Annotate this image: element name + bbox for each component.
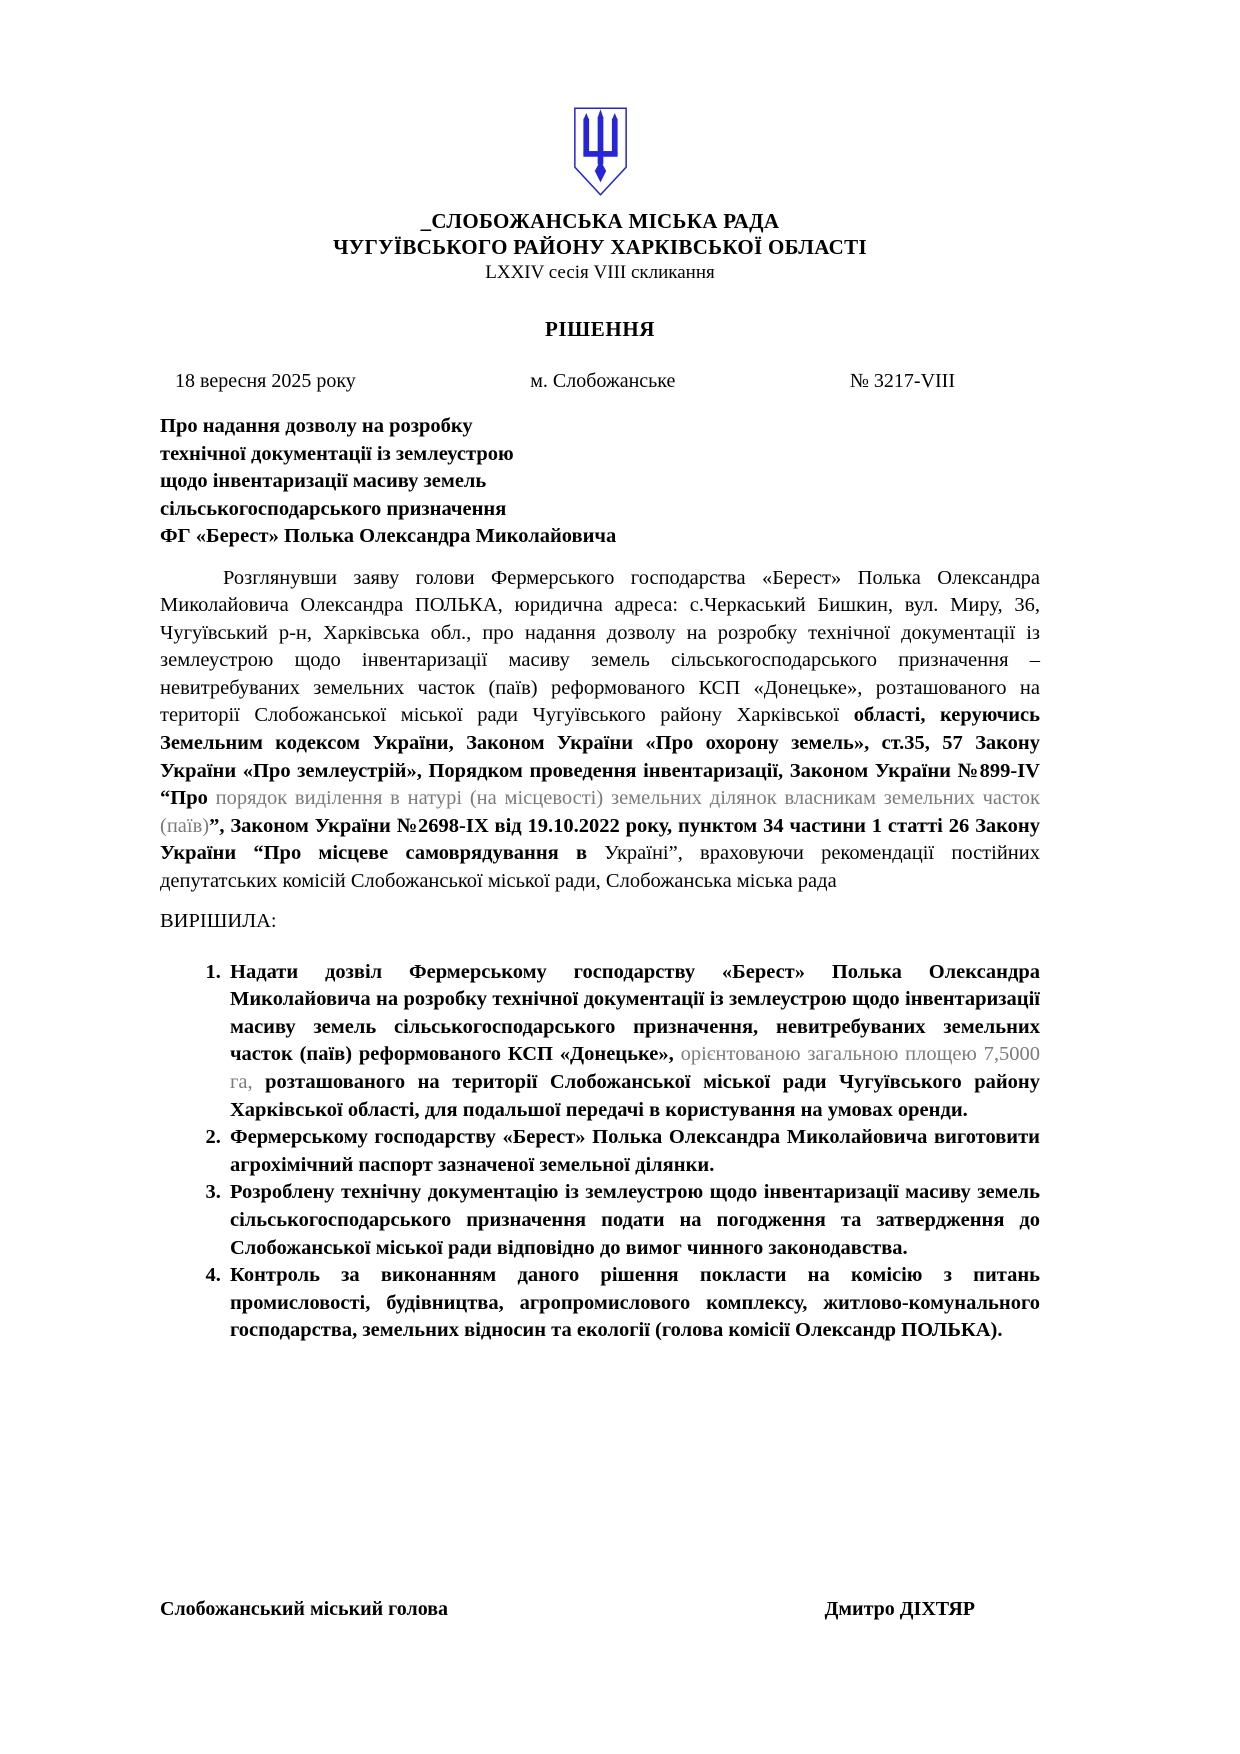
resolution-item: 2. Фермерському господарству «Берест» Полька Олександра Миколайовича виготовити агрохімічний паспорт зазначеної земельної ділянки.: [226, 1124, 1040, 1179]
ukraine-trident-icon: [572, 106, 629, 198]
resolution-item: 1. Надати дозвіл Фермерському господарству «Берест» Полька Олександра Миколайовича на розробку технічної документації із землеустрою щодо інвентаризації масиву земель сільськогосподарського призначення, невитребуваних земельних часток (паїв) реформованого КСП «Донецьке», орієнтованою загальною площею 7,5000 га, розташованого на території Слобожанської міської ради Чугуївського району Харківської області, для подальшої передачі в користування на умовах оренди.: [226, 959, 1040, 1125]
subject-block: [160, 413, 1040, 551]
signature-row: [160, 1598, 975, 1621]
subject-line: Про надання дозволу на розробку: [160, 415, 473, 437]
resolution-item: 4. Контроль за виконанням даного рішення покласти на комісію з питань промисловості, будівництва, агропромислового комплексу, житлово-комунального господарства, земельних відносин та екології (голова комісії Олександр ПОЛЬКА).: [226, 1262, 1040, 1345]
doc-date: 18 вересня 2025 року: [175, 370, 356, 392]
signature-name: Дмитро ДІХТЯР: [824, 1598, 975, 1620]
resolution-item: 3. Розроблену технічну документацію із землеустрою щодо інвентаризації масиву земель сільськогосподарського призначення подати на погодження та затвердження до Слобожанської міської ради відповідно до вимог чинного законодавства.: [226, 1179, 1040, 1262]
doc-number: № 3217-VIII: [849, 370, 955, 392]
signature-title: Слобожанський міський голова: [160, 1598, 448, 1620]
doc-place: м. Слобожанське: [530, 370, 676, 392]
council-name: _СЛОБОЖАНСЬКА МІСЬКА РАДА: [420, 209, 780, 233]
meta-row: [160, 370, 1040, 393]
council-region: ЧУГУЇВСЬКОГО РАЙОНУ ХАРКІВСЬКОЇ ОБЛАСТІ: [333, 235, 867, 259]
subject-line: сільськогосподарського призначення: [160, 497, 507, 520]
session-line: LXXIV сесія VIII скликання: [485, 262, 715, 283]
subject-line: ФГ «Берест» Полька Олександра Миколайовича: [160, 525, 617, 547]
subject-line: щодо інвентаризації масиву земель: [160, 470, 487, 492]
doc-type-title: РІШЕННЯ: [544, 317, 656, 341]
preamble-paragraph: Розглянувши заяву голови Фермерського господарства «Берест» Полька Олександра Миколайовича Олександра ПОЛЬКА, юридична адреса: с.Черкаський Бишкин, вул. Миру, 36, Чугуївський р-н, Харківська обл., про надання дозволу на розробку технічної документації із землеустрою щодо інвентаризації масиву земель сільськогосподарського призначення – невитребуваних земельних часток (паїв) реформованого КСП «Донецьке», розташованого на території Слобожанської міської ради Чугуївського району Харківської області, керуючись Земельним кодексом України, Законом України «Про охорону земель», ст.35, 57 Закону України «Про землеустрій», Порядком проведення інвентаризації, Законом України №899-IV “Про порядок виділення в натурі (на місцевості) земельних ділянок власникам земельних часток (паїв)”, Законом України №2698-IX від 19.10.2022 року, пунктом 34 частини 1 статті 26 Закону України “Про місцеве самоврядування в Україні”, враховуючи рекомендації постійних депутатських комісій Слобожанської міської ради, Слобожанська міська рада: [160, 566, 1040, 893]
subject-line: технічної документації із землеустрою: [160, 442, 514, 465]
resolution-list: [160, 959, 1040, 1345]
resolved-heading: ВИРІШИЛА:: [160, 909, 277, 932]
